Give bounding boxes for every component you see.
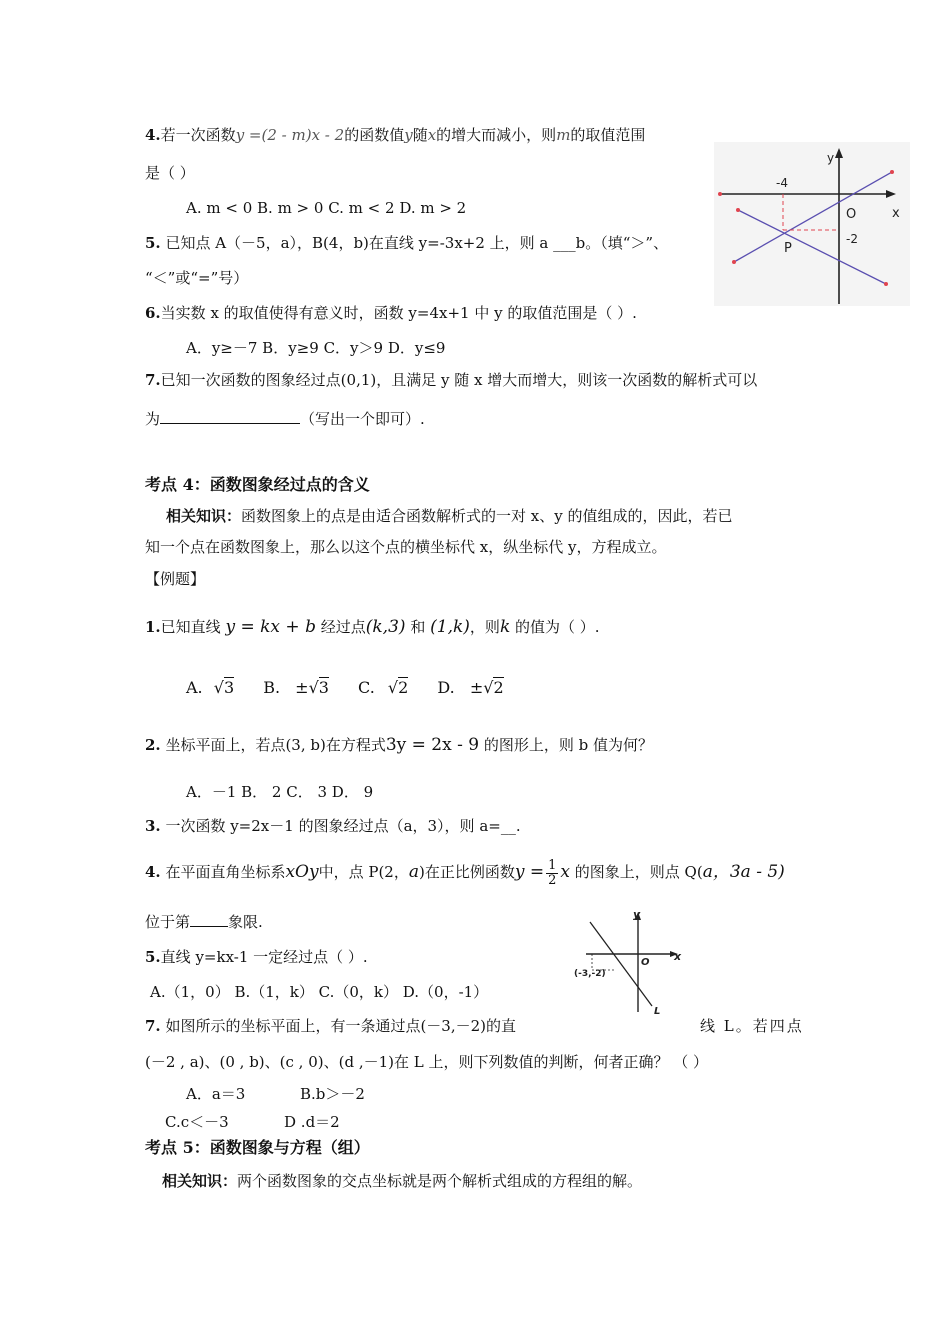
example3-question: 3. 一次函数 y=2x－1 的图象经过点（a，3），则 a=__. (145, 817, 521, 835)
q4-line1: 4.若一次函数y =(2 - m)x - 2的函数值y随x的增大而减小，则m的取值范围 (145, 126, 646, 144)
line-endpoint (718, 192, 722, 196)
q5-line2: “＜”或“=”号） (145, 269, 249, 287)
label-p: P (784, 241, 792, 256)
q7-line1: 7.已知一次函数的图象经过点(0,1)，且满足 y 随 x 增大而增大，则该一次函数的解析式可以 (145, 371, 758, 389)
section4-knowledge-line1: 相关知识：函数图象上的点是由适合函数解析式的一对 x、y 的值组成的，因此，若已 (166, 507, 733, 525)
q6-options: A．y≥－7 B．y≥9 C．y＞9 D．y≤9 (186, 339, 446, 357)
label-y: y (633, 908, 641, 921)
section5-knowledge: 相关知识：两个函数图象的交点坐标就是两个解析式组成的方程组的解。 (162, 1172, 643, 1190)
label-x: x (674, 950, 682, 963)
line-endpoint (884, 282, 888, 286)
example1-options: A. √3 B. ±√3 C. √2 D. ±√2 (186, 678, 504, 697)
example7-line1: 7. 如图所示的坐标平面上，有一条通过点(－3,－2)的直 (145, 1017, 517, 1035)
label-neg2: -2 (846, 232, 858, 246)
q5-line1: 5. 已知点 A（－5，a），B(4，b)在直线 y=-3x+2 上，则 a ___b。（填“＞”、 (145, 234, 669, 252)
label-l: L (654, 1006, 661, 1017)
section5-title: 考点 5：函数图象与方程（组） (145, 1138, 370, 1157)
q6-line1: 6.当实数 x 的取值使得有意义时，函数 y=4x+1 中 y 的取值范围是（ ）. (145, 304, 637, 322)
q7-line2: 为 （写出一个即可）. (145, 410, 425, 428)
sqrt3-value: 3 (223, 678, 235, 697)
example7-line1-end: 线 L。若四点 (700, 1017, 804, 1035)
line-endpoint (736, 208, 740, 212)
example4-line2: 位于第 象限. (145, 913, 263, 931)
line-endpoint (890, 170, 894, 174)
label-origin: O (846, 207, 857, 222)
example-label: 【例题】 (145, 570, 206, 588)
fraction-one-half: $\frac{1}{2}$ (548, 857, 557, 888)
coordinate-graph-l (570, 908, 688, 1018)
example2-formula: 3y = 2x - 9 (385, 735, 480, 755)
q4-line2: 是（ ） (145, 164, 195, 182)
example7-option-b: B.b＞－2 (300, 1085, 365, 1103)
label-origin: O (641, 957, 650, 968)
q4-options: A. m < 0 B. m > 0 C. m < 2 D. m > 2 (186, 199, 467, 217)
example5-options: A.（1，0） B.（1，k） C.（0，k） D.（0，-1） (150, 983, 489, 1001)
label-neg4: -4 (776, 176, 788, 190)
section4-knowledge-line2: 知一个点在函数图象上，那么以这个点的横坐标代 x，纵坐标代 y，方程成立。 (145, 538, 667, 556)
example4-question: 4. 在平面直角坐标系xOy中，点 P(2，a)在正比例函数y = $\frac{1}{2}$ x 的图象上，则点 Q(a，3a - 5) (145, 857, 785, 888)
example2-question: 2. 坐标平面上，若点(3, b)在方程式3y = 2x - 9 的图形上，则 b 值为何？ (145, 735, 653, 755)
example7-line2: (－2 , a)、(0 , b)、(c , 0)、(d ,－1)在 L 上，则下列数值的判断，何者正确？ （ ） (145, 1053, 709, 1071)
example5-question: 5.直线 y=kx-1 一定经过点（ ）. (145, 948, 368, 966)
example2-options: A．－1 B． 2 C． 3 D． 9 (186, 783, 374, 801)
label-x: x (892, 206, 900, 221)
example7-option-d: D .d＝2 (284, 1113, 340, 1131)
label-point: (-3,-2) (574, 969, 606, 979)
label-y: y (827, 151, 835, 165)
example7-option-c: C.c＜－3 (165, 1113, 229, 1131)
section4-title: 考点 4：函数图象经过点的含义 (145, 475, 370, 494)
q4-formula: y =(2 - m)x - 2 (235, 126, 345, 144)
coordinate-graph-p (714, 142, 910, 306)
q4-number: 4. (145, 126, 161, 144)
example7-option-a: A．a＝3 (186, 1085, 246, 1103)
answer-blank (160, 409, 300, 424)
example1-question: 1.已知直线 y = kx + b 经过点(k,3) 和 (1,k)，则k 的值为（ ）. (145, 617, 600, 637)
line-endpoint (732, 260, 736, 264)
answer-blank (190, 912, 228, 927)
